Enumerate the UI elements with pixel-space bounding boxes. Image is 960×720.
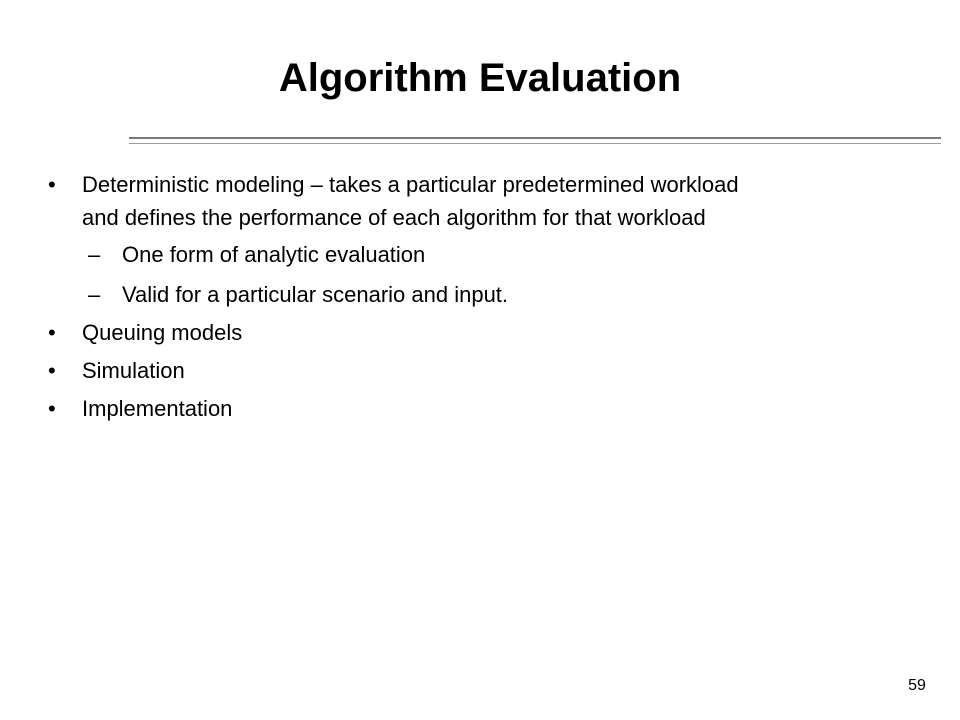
sub-item-valid-scenario: Valid for a particular scenario and input. [122,282,509,307]
bullet-queuing-models: Queuing models [82,320,243,345]
bullet-marker: • [48,320,56,345]
sub-bullet-marker: – [88,282,101,307]
bullet-marker: • [48,358,56,383]
bullet-marker: • [48,396,56,421]
sub-item-analytic-evaluation: One form of analytic evaluation [122,242,426,267]
slide-title: Algorithm Evaluation [278,56,682,100]
bullet-simulation: Simulation [82,358,185,383]
page-number: 59 [908,677,926,694]
sub-bullet-marker: – [88,242,101,267]
bullet-marker: • [48,172,56,197]
bullet-deterministic-line-2: and defines the performance of each algorithm for that workload [82,205,706,230]
bullet-implementation: Implementation [82,396,233,421]
bullet-deterministic-line-1: Deterministic modeling – takes a particular predetermined workload [82,172,739,197]
